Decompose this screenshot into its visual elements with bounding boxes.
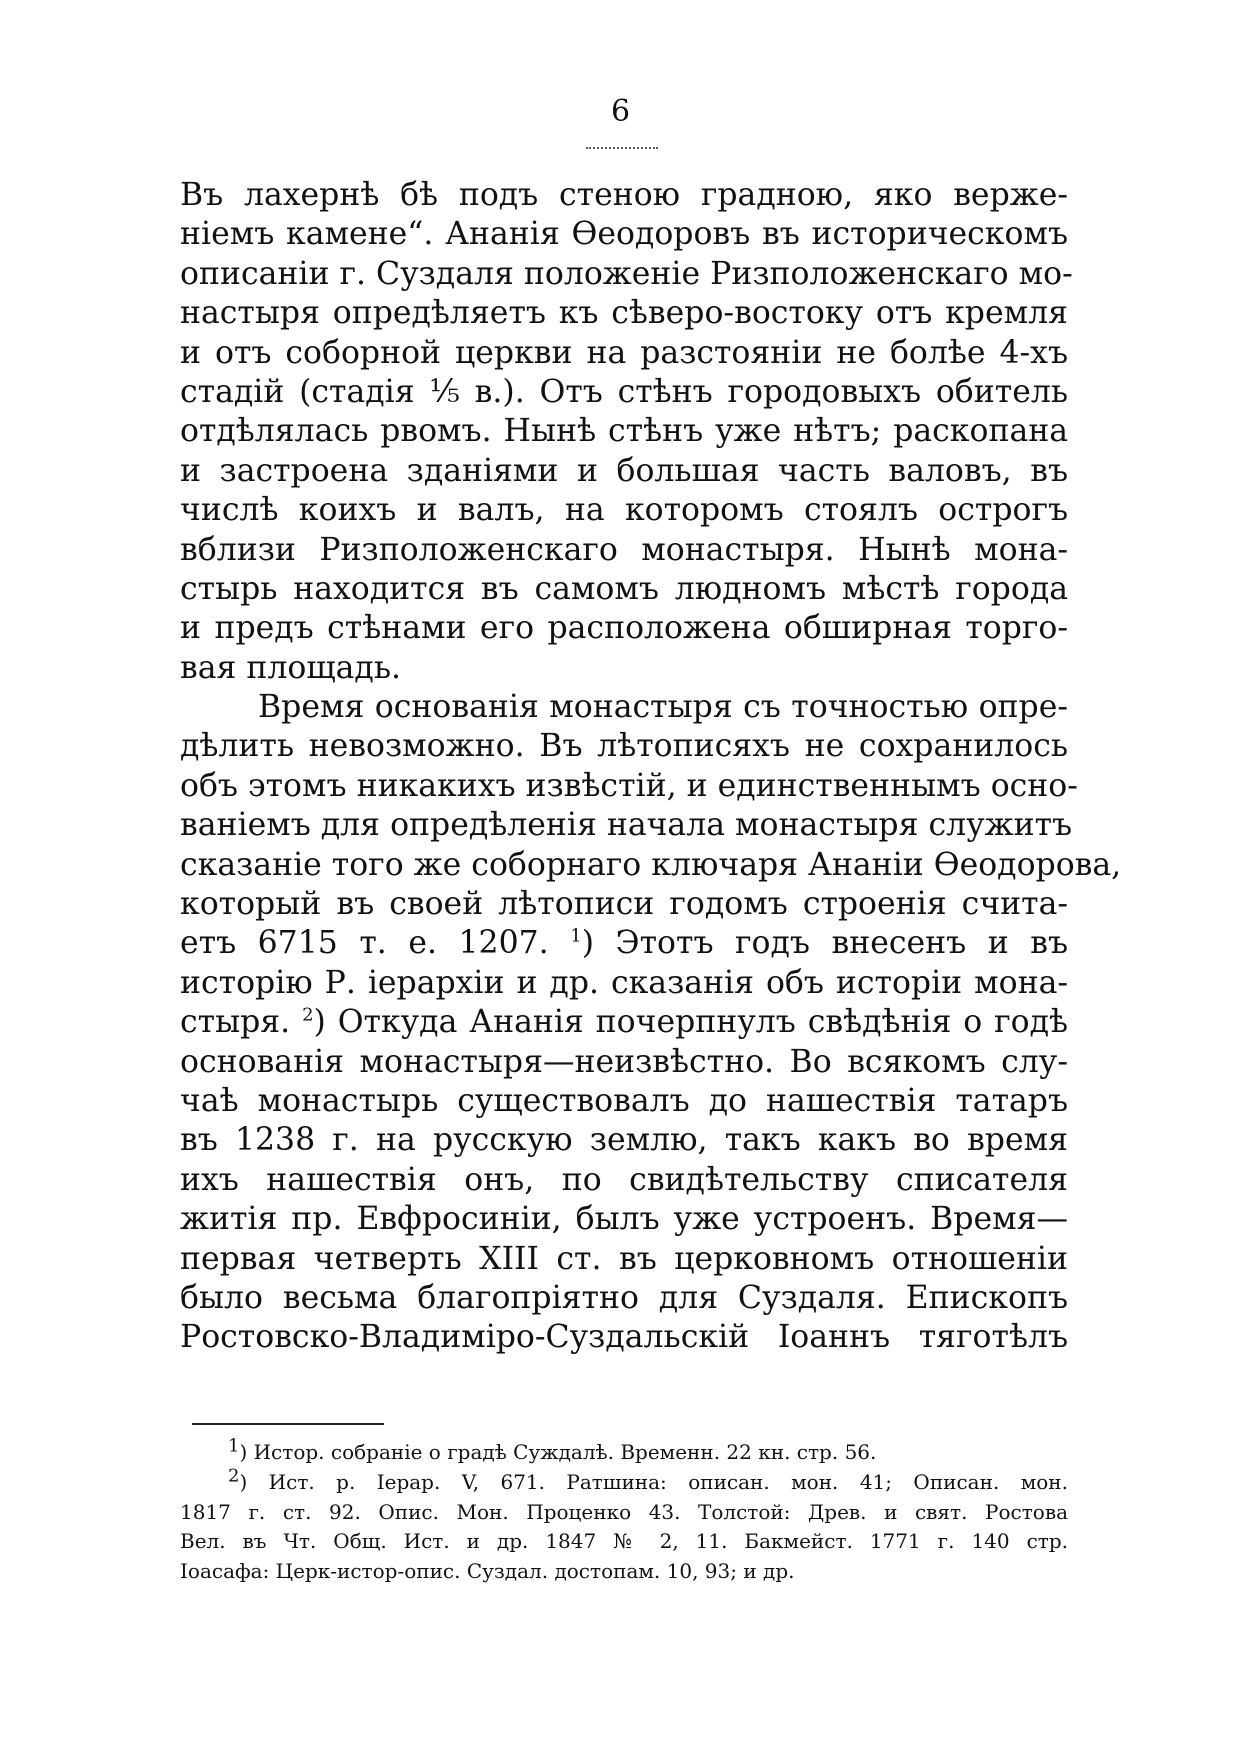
main-text — [180, 176, 1122, 1358]
text-line: житія пр. Евфросиніи, былъ уже устроенъ. Время— — [180, 1201, 1068, 1238]
line-part: стыря. — [180, 1004, 291, 1041]
text-line: дѣлить невозможно. Въ лѣтописяхъ не сохранилось — [180, 728, 1068, 765]
text-line: въ 1238 г. на русскую землю, такъ какъ во время — [180, 1122, 1068, 1159]
footnote-mark-1: 1 — [228, 1435, 240, 1457]
text-line: основанія монастыря—неизвѣстно. Во всякомъ слу- — [180, 1043, 1068, 1080]
page-number: 6 — [610, 94, 631, 129]
text-line: и отъ соборной церкви на разстояніи не болѣе 4-хъ — [180, 334, 1068, 371]
footnote-text: ) Ист. р. Іерар. V, 671. Ратшина: описан. мон. 41; Описан. мон. — [239, 1469, 1068, 1494]
text-line-with-footnote-ref — [180, 1003, 1068, 1042]
footnote-ref-2: 2 — [302, 1004, 314, 1026]
text-line: и застроена зданіями и большая часть валовъ, въ — [180, 452, 1068, 489]
page-number-rule — [586, 147, 658, 149]
text-line: ваніемъ для опредѣленія начала монастыря служитъ — [180, 807, 1073, 844]
text-line: стырь находится въ самомъ людномъ мѣстѣ города — [180, 570, 1068, 607]
footnote-line: Вел. въ Чт. Общ. Ист. и др. 1847 № 2, 11. Бакмейст. 1771 г. 140 стр. — [180, 1529, 1068, 1554]
text-line: и предъ стѣнами его расположена обширная торго- — [180, 610, 1068, 647]
footnote-line: Іоасафа: Церк-истор-опис. Суздал. достопам. 10, 93; и др. — [180, 1559, 795, 1584]
line-part: ) Этотъ годъ внесенъ и въ — [581, 925, 1069, 962]
text-line: ихъ нашествія онъ, по свидѣтельству списателя — [180, 1161, 1068, 1198]
footnote-ref-1: 1 — [570, 925, 582, 947]
text-line: который въ своей лѣтописи годомъ строенія счита- — [180, 886, 1068, 923]
footnote-mark-2: 2 — [228, 1465, 240, 1487]
text-line: чаѣ монастырь существовалъ до нашествія татаръ — [180, 1082, 1068, 1119]
text-line: объ этомъ никакихъ извѣстій, и единственнымъ осно- — [180, 767, 1078, 804]
text-line: вблизи Ризположенскаго монастыря. Нынѣ мона- — [180, 531, 1068, 568]
text-line: ніемъ камене“. Ананія Ѳеодоровъ въ историческомъ — [180, 216, 1068, 253]
text-line: отдѣлялась рвомъ. Нынѣ стѣнъ уже нѣтъ; раскопана — [180, 413, 1068, 450]
footnote-separator — [192, 1423, 384, 1425]
text-line: первая четверть XIII ст. въ церковномъ отношеніи — [180, 1240, 1068, 1277]
footnote-line: 1817 г. ст. 92. Опис. Мон. Проценко 43. Толстой: Древ. и свят. Ростова — [180, 1499, 1068, 1524]
text-line: числѣ коихъ и валъ, на которомъ стоялъ острогъ — [180, 492, 1068, 529]
text-line: стадій (стадія ⅕ в.). Отъ стѣнъ городовыхъ обитель — [180, 373, 1068, 410]
text-line: настыря опредѣляетъ къ сѣверо-востоку отъ кремля — [180, 295, 1068, 332]
footnote-text: ) Истор. собраніе о градѣ Суждалѣ. Временн. 22 кн. стр. 56. — [239, 1440, 877, 1464]
footnotes — [180, 1435, 1068, 1587]
text-line-with-footnote-ref — [180, 924, 1068, 963]
text-line: описаніи г. Суздаля положеніе Ризположенскаго мо- — [180, 255, 1073, 292]
text-line: было весьма благопріятно для Суздаля. Епископъ — [180, 1279, 1068, 1316]
text-line: Въ лахернѣ бѣ подъ стеною градною, яко верже- — [180, 177, 1068, 213]
paragraph-start-line: Время основанія монастыря съ точностью опре- — [258, 689, 1068, 726]
text-line: сказаніе того же соборнаго ключаря Ананіи Ѳеодорова, — [180, 846, 1122, 883]
text-line: Ростовско-Владиміро-Суздальскій Іоаннъ тяготѣлъ — [180, 1319, 1068, 1356]
line-part: ) Откуда Ананія почерпнулъ свѣдѣнія о годѣ — [313, 1004, 1069, 1041]
text-line: исторію Р. іерархіи и др. сказанія объ исторіи мона- — [180, 964, 1068, 1001]
line-part: етъ 6715 т. е. 1207. — [180, 925, 549, 962]
footnote-2 — [180, 1465, 1068, 1498]
footnote-1 — [180, 1435, 1068, 1468]
text-line: вая площадь. — [180, 649, 401, 686]
